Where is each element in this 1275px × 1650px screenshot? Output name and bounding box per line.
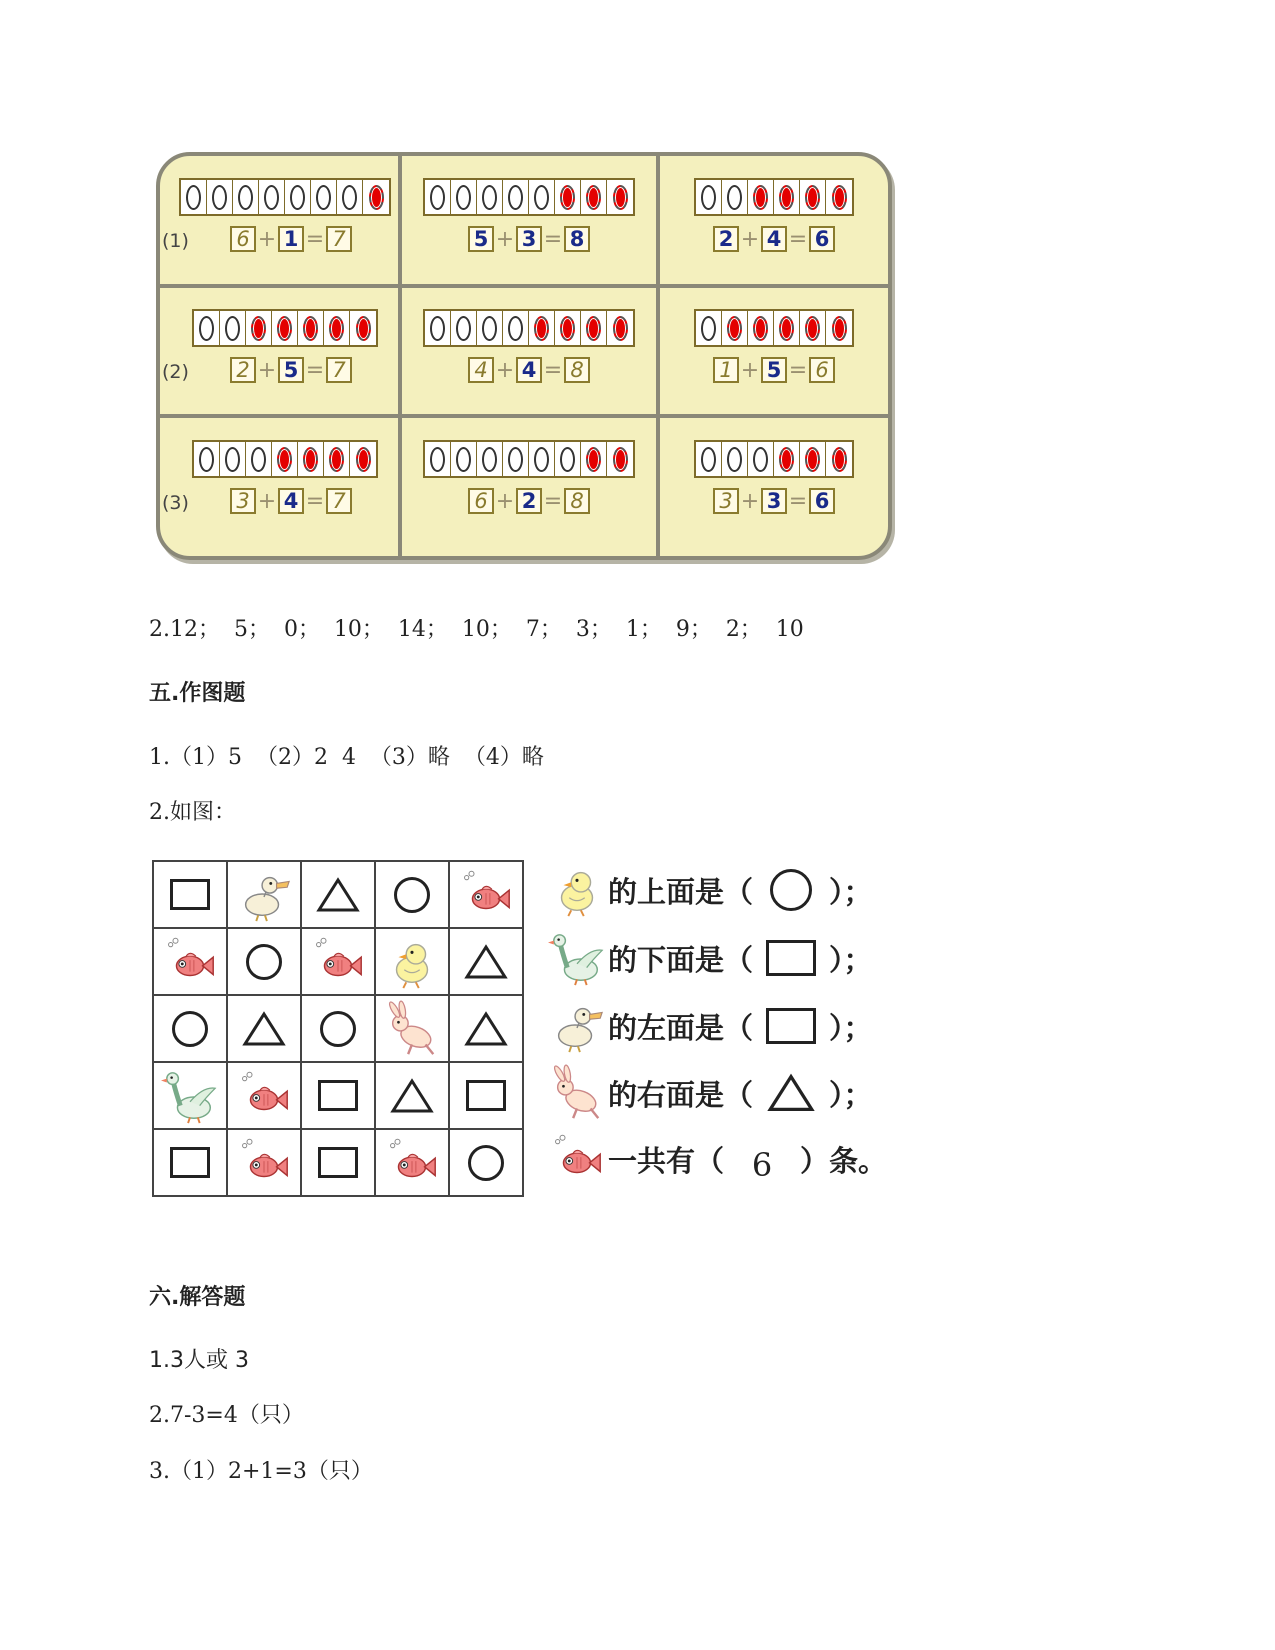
grid-cell [301,1062,375,1129]
white-bead [555,442,581,476]
statement-answer [753,1073,829,1113]
circle-icon [172,1011,208,1047]
circle-icon [320,1011,356,1047]
red-bead [774,311,800,345]
section-5-answer-2: 2.如图： [149,800,236,825]
grid-cell [153,1062,227,1129]
number-box: 7 [326,226,352,252]
addition-equation [468,488,590,514]
grid-cell [227,1062,301,1129]
statement-close: ）； [829,874,873,909]
statement-text: 的上面是（ [608,874,754,909]
bead-cell [398,287,660,418]
plus-sign: + [257,357,277,383]
equals-sign: = [305,488,325,514]
triangle-icon [464,944,508,980]
white-bead [233,180,259,214]
square-icon [766,940,816,976]
grid-cell [301,928,375,995]
white-bead [337,180,363,214]
statement-close: ）； [829,1010,873,1045]
grid-cell [375,1062,449,1129]
white-bead [194,311,220,345]
red-bead [298,442,324,476]
bead-frame [694,440,854,478]
addition-equation [713,226,835,252]
number-box: 5 [761,357,787,383]
plus-sign: + [257,226,277,252]
number-box: 3 [761,488,787,514]
fish-icon [228,1067,300,1125]
square-icon [318,1080,358,1111]
white-bead [503,180,529,214]
number-box: 7 [326,357,352,383]
addition-equation [230,357,352,383]
grid-cell [227,1129,301,1196]
equals-sign: = [543,357,563,383]
bead-frame [192,440,378,478]
fish-icon [450,866,522,924]
red-bead [246,311,272,345]
number-box: 2 [713,226,739,252]
red-bead [800,442,826,476]
white-bead [748,442,774,476]
red-bead [800,311,826,345]
statement-text: 的下面是（ [608,942,754,977]
grid-cell [375,995,449,1062]
bead-frame [179,178,391,216]
red-bead [350,311,376,345]
fish-icon [548,1130,606,1188]
bead-frame [192,309,378,347]
number-box: 8 [564,226,590,252]
white-bead [477,311,503,345]
row-label: (1) [162,230,189,252]
bead-frame [694,309,854,347]
grid-cell [375,1129,449,1196]
white-bead [194,442,220,476]
plus-sign: + [740,226,760,252]
bead-frame [423,178,635,216]
red-bead [581,311,607,345]
count-answer: 6 [751,1146,773,1184]
white-bead [425,311,451,345]
plus-sign: + [740,357,760,383]
number-box: 4 [516,357,542,383]
white-bead [529,180,555,214]
number-box: 6 [809,488,835,514]
number-box: 4 [468,357,494,383]
fish-icon [376,1134,448,1192]
red-bead [350,442,376,476]
position-statement [548,1129,887,1189]
bead-frame [423,440,635,478]
white-bead [451,442,477,476]
duck-icon [548,997,606,1055]
white-bead [696,442,722,476]
addition-equation [468,226,590,252]
statement-answer [753,1008,829,1044]
red-bead [748,311,774,345]
addition-equation [468,357,590,383]
white-bead [311,180,337,214]
number-box: 6 [230,226,256,252]
grid-cell [153,995,227,1062]
statement-text: 一共有（ [608,1143,725,1178]
white-bead [181,180,207,214]
red-bead [555,311,581,345]
red-bead [363,180,389,214]
white-bead [451,180,477,214]
grid-cell [449,995,523,1062]
white-bead [425,180,451,214]
number-box: 6 [809,357,835,383]
equals-sign: = [305,357,325,383]
grid-cell [301,995,375,1062]
white-bead [477,180,503,214]
triangle-icon [316,877,360,913]
number-box: 5 [468,226,494,252]
grid-cell [375,928,449,995]
circle-icon [770,869,812,911]
triangle-icon [767,1073,815,1113]
grid-row [153,861,523,928]
number-box: 4 [761,226,787,252]
statement-close: ）； [829,1077,873,1112]
red-bead [324,442,350,476]
grid-cell [301,861,375,928]
grid-row [153,1062,523,1129]
number-box: 6 [468,488,494,514]
red-bead [581,180,607,214]
grid-cell [227,995,301,1062]
section-6-heading: 六.解答题 [149,1285,246,1310]
red-bead [607,180,633,214]
bead-cell [398,156,660,287]
red-bead [272,442,298,476]
position-statement [548,928,873,988]
bead-cell [160,156,398,287]
plus-sign: + [495,226,515,252]
fish-icon [228,1134,300,1192]
fish-icon [302,933,374,991]
chick-icon [376,933,448,991]
circle-icon [394,877,430,913]
addition-equation [230,226,352,252]
grid-cell [449,861,523,928]
plus-sign: + [495,357,515,383]
statement-answer [753,869,829,911]
chick-icon [548,861,606,919]
goose-icon [548,929,606,987]
white-bead [503,311,529,345]
number-box: 4 [278,488,304,514]
grid-row [153,928,523,995]
grid-cell [227,928,301,995]
bead-cell [660,287,888,418]
bead-cell [660,156,888,287]
white-bead [220,311,246,345]
red-bead [272,311,298,345]
red-bead [607,442,633,476]
grid-row [153,1129,523,1196]
grid-cell [153,861,227,928]
number-box: 7 [326,488,352,514]
equals-sign: = [788,488,808,514]
number-box: 8 [564,357,590,383]
statement-text: 的右面是（ [608,1077,754,1112]
number-box: 8 [564,488,590,514]
number-box: 5 [278,357,304,383]
white-bead [246,442,272,476]
bead-frame [694,178,854,216]
square-icon [318,1147,358,1178]
plus-sign: + [740,488,760,514]
white-bead [696,311,722,345]
rabbit-icon [548,1064,606,1122]
equals-sign: = [543,488,563,514]
white-bead [207,180,233,214]
goose-icon [154,1067,226,1125]
number-box: 2 [516,488,542,514]
position-statement [548,996,873,1056]
plus-sign: + [495,488,515,514]
bead-cell [660,418,888,556]
row-label: (2) [162,361,189,383]
duck-icon [228,866,300,924]
red-bead [555,180,581,214]
white-bead [425,442,451,476]
grid-cell [449,928,523,995]
position-statement [548,860,873,920]
white-bead [477,442,503,476]
number-box: 2 [230,357,256,383]
circle-icon [468,1145,504,1181]
grid-cell [227,861,301,928]
section-6-answer-2: 2.7-3=4（只） [149,1403,304,1428]
red-bead [607,311,633,345]
red-bead [581,442,607,476]
square-icon [170,879,210,910]
statement-close: ）； [829,942,873,977]
bead-cell [398,418,660,556]
row-label: (3) [162,492,189,514]
addition-equation [230,488,352,514]
statement-text: 的左面是（ [608,1010,754,1045]
answer-line-2: 2.12； 5； 0； 10； 14； 10； 7； 3； 1； 9； 2； 10 [149,617,804,642]
red-bead [722,311,748,345]
number-box: 3 [230,488,256,514]
statement-answer [753,940,829,976]
rabbit-icon [376,1000,448,1058]
red-bead [324,311,350,345]
section-5-heading: 五.作图题 [149,681,246,706]
triangle-icon [242,1011,286,1047]
grid-cell [449,1062,523,1129]
fish-icon [154,933,226,991]
plus-sign: + [257,488,277,514]
section-5-answer-1: 1.（1）5 （2）2 4 （3）略 （4）略 [149,745,544,770]
grid-cell [301,1129,375,1196]
grid-cell [153,928,227,995]
red-bead [529,311,555,345]
triangle-icon [390,1078,434,1114]
bead-cell [160,418,398,556]
number-box: 3 [713,488,739,514]
circle-icon [246,944,282,980]
white-bead [220,442,246,476]
bead-cell [160,287,398,418]
statement-close: ）条。 [800,1143,888,1178]
addition-equation [713,357,835,383]
grid-cell [153,1129,227,1196]
number-box: 6 [809,226,835,252]
number-box: 1 [278,226,304,252]
white-bead [503,442,529,476]
square-icon [466,1080,506,1111]
position-grid [152,860,524,1197]
bead-addition-figure [156,152,892,560]
number-box: 3 [516,226,542,252]
square-icon [766,1008,816,1044]
red-bead [298,311,324,345]
equals-sign: = [305,226,325,252]
addition-equation [713,488,835,514]
grid-cell [375,861,449,928]
equals-sign: = [788,226,808,252]
white-bead [285,180,311,214]
grid-row [153,995,523,1062]
section-6-answer-3: 3.（1）2+1=3（只） [149,1459,373,1484]
white-bead [722,180,748,214]
red-bead [774,180,800,214]
red-bead [826,442,852,476]
white-bead [529,442,555,476]
triangle-icon [464,1011,508,1047]
red-bead [748,180,774,214]
white-bead [451,311,477,345]
position-statement [548,1063,873,1123]
red-bead [800,180,826,214]
grid-cell [449,1129,523,1196]
equals-sign: = [788,357,808,383]
white-bead [696,180,722,214]
equals-sign: = [543,226,563,252]
white-bead [722,442,748,476]
red-bead [826,180,852,214]
white-bead [259,180,285,214]
section-6-answer-1: 1.3人或 3 [149,1348,249,1373]
number-box: 1 [713,357,739,383]
square-icon [170,1147,210,1178]
statement-answer [724,1140,800,1184]
red-bead [826,311,852,345]
red-bead [774,442,800,476]
bead-frame [423,309,635,347]
